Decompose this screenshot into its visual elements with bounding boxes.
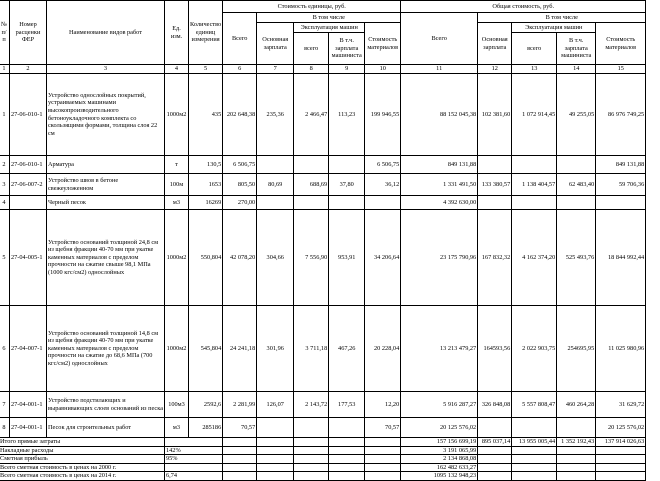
header-in-that-2: В том числе [478, 13, 646, 23]
cell-c15 [596, 196, 646, 210]
cell-name: Устройство однослойных покрытий, устраиваемых машинами высокопроизводительного бетоноукладочного комплекта со скользящими формами, толщина слоя 22 см [47, 74, 165, 156]
cell-c8: 2 143,72 [294, 392, 329, 418]
column-number-row [0, 65, 646, 74]
cell-c6: 42 078,20 [223, 210, 257, 306]
summary-row [0, 455, 646, 464]
summary-empty-cell [365, 455, 401, 464]
cell-c9 [329, 418, 365, 438]
cell-fer: 27-04-001-1 [10, 418, 47, 438]
summary-c12 [478, 446, 512, 455]
summary-rate: 142% [165, 446, 223, 455]
summary-c13: 13 955 005,44 [512, 438, 557, 447]
cell-c15: 18 844 992,44 [596, 210, 646, 306]
col-number: 1 [0, 65, 10, 74]
summary-rate: 95% [165, 455, 223, 464]
col-number: 9 [329, 65, 365, 74]
cell-c13 [512, 418, 557, 438]
cell-c13: 2 022 903,75 [512, 306, 557, 392]
cell-c9: 467,26 [329, 306, 365, 392]
table-body [0, 74, 646, 438]
cell-fer [10, 196, 47, 210]
col-number: 6 [223, 65, 257, 74]
cell-name: Песок для строительных работ [47, 418, 165, 438]
cell-qty: 545,804 [189, 306, 223, 392]
summary-empty-cell [294, 455, 329, 464]
col-number: 4 [165, 65, 189, 74]
header-unit: Ед. изм. [165, 1, 189, 65]
cell-c12 [478, 156, 512, 174]
col-number: 13 [512, 65, 557, 74]
summary-c12 [478, 463, 512, 472]
summary-label: Итого прямые затраты [0, 438, 165, 447]
header-fer: Номер расценки ФЕР [10, 1, 47, 65]
table-header [0, 1, 646, 74]
cell-c11: 5 916 287,27 [401, 392, 478, 418]
summary-c13 [512, 472, 557, 481]
cell-qty: 285186 [189, 418, 223, 438]
cell-fer: 27-06-010-1 [10, 74, 47, 156]
cell-c9: 113,23 [329, 74, 365, 156]
cell-c11: 88 152 045,38 [401, 74, 478, 156]
cell-name: Устройство оснований толщиной 24,8 см из щебня фракции 40-70 мм при укатке каменных материалов с пределом прочности на сжатие свыше 98,1 МПа (1000 кгс/см2) однослойных [47, 210, 165, 306]
cell-c6: 24 241,18 [223, 306, 257, 392]
cell-no: 3 [0, 174, 10, 196]
cell-fer: 27-06-007-2 [10, 174, 47, 196]
summary-empty-cell [223, 438, 257, 447]
cell-c12: 326 848,08 [478, 392, 512, 418]
cell-c15: 20 125 576,02 [596, 418, 646, 438]
cell-c10: 12,20 [365, 392, 401, 418]
summary-c14 [557, 472, 596, 481]
col-number: 8 [294, 65, 329, 74]
cell-c8: 2 466,47 [294, 74, 329, 156]
summary-empty-cell [223, 463, 257, 472]
cell-no: 5 [0, 210, 10, 306]
table-row [0, 74, 646, 156]
header-machine-total-2: всего [512, 33, 557, 65]
col-number: 12 [478, 65, 512, 74]
summary-empty-cell [365, 438, 401, 447]
header-no: № п/п [0, 1, 10, 65]
cell-c12 [478, 418, 512, 438]
cell-c12: 102 381,60 [478, 74, 512, 156]
cell-fer: 27-04-007-1 [10, 306, 47, 392]
cell-c14: 525 493,76 [557, 210, 596, 306]
cell-c6: 202 648,38 [223, 74, 257, 156]
summary-c11: 2 134 868,08 [401, 455, 478, 464]
cell-c10: 6 506,75 [365, 156, 401, 174]
cell-c6: 6 506,75 [223, 156, 257, 174]
cell-c15: 31 629,72 [596, 392, 646, 418]
cell-c11: 4 392 630,00 [401, 196, 478, 210]
cell-c6: 70,57 [223, 418, 257, 438]
cell-unit: 1000м2 [165, 210, 189, 306]
cell-qty: 550,804 [189, 210, 223, 306]
cell-unit: м3 [165, 418, 189, 438]
summary-c14 [557, 463, 596, 472]
cell-name: Черный песок [47, 196, 165, 210]
cell-c10 [365, 196, 401, 210]
summary-rate: 6,74 [165, 472, 223, 481]
summary-row [0, 463, 646, 472]
cell-c12: 167 832,32 [478, 210, 512, 306]
cell-unit: 100м3 [165, 392, 189, 418]
summary-c15 [596, 463, 646, 472]
cell-c8 [294, 156, 329, 174]
cell-c7 [257, 196, 294, 210]
header-name: Наименование видов работ [47, 1, 165, 65]
header-unit-total: Всего [223, 13, 257, 65]
header-machine-wage-2: В т.ч. зарплата машиниста [557, 33, 596, 65]
cell-no: 6 [0, 306, 10, 392]
cell-unit: 1000м2 [165, 74, 189, 156]
cell-name: Устройство подстилающих и выравнивающих слоев оснований из песка [47, 392, 165, 418]
header-basic-wage-2: Основная зарплата [478, 23, 512, 65]
summary-c11: 1095 132 948,23 [401, 472, 478, 481]
cell-c15: 849 131,88 [596, 156, 646, 174]
cell-c8: 3 711,18 [294, 306, 329, 392]
summary-row [0, 472, 646, 481]
summary-empty-cell [294, 472, 329, 481]
summary-c14 [557, 455, 596, 464]
cell-c9 [329, 196, 365, 210]
summary-empty-cell [257, 472, 294, 481]
header-qty: Количество единиц измерения [189, 1, 223, 65]
cell-qty: 2592,6 [189, 392, 223, 418]
col-number: 2 [10, 65, 47, 74]
summary-empty-cell [365, 463, 401, 472]
summary-c15 [596, 455, 646, 464]
cell-c9: 177,53 [329, 392, 365, 418]
cell-name: Устройство швов в бетоне свежеуложенном [47, 174, 165, 196]
summary-c13 [512, 446, 557, 455]
cell-c13: 5 557 808,47 [512, 392, 557, 418]
cell-c8: 7 556,90 [294, 210, 329, 306]
cell-c9: 953,91 [329, 210, 365, 306]
summary-label: Сметная прибыль [0, 455, 165, 464]
summary-c15 [596, 446, 646, 455]
cell-c7 [257, 156, 294, 174]
summary-c12 [478, 455, 512, 464]
summary-c11: 157 156 699,19 [401, 438, 478, 447]
cell-qty: 435 [189, 74, 223, 156]
cell-c7: 126,07 [257, 392, 294, 418]
cell-c12 [478, 196, 512, 210]
summary-empty-cell [257, 446, 294, 455]
cell-c14 [557, 196, 596, 210]
cell-c12: 133 380,57 [478, 174, 512, 196]
cell-qty: 1653 [189, 174, 223, 196]
summary-empty-cell [365, 446, 401, 455]
col-number: 5 [189, 65, 223, 74]
cell-c11: 849 131,88 [401, 156, 478, 174]
cell-c11: 13 213 479,27 [401, 306, 478, 392]
cell-no: 2 [0, 156, 10, 174]
summary-empty-cell [294, 446, 329, 455]
col-number: 14 [557, 65, 596, 74]
col-number: 3 [47, 65, 165, 74]
cell-c13 [512, 156, 557, 174]
cell-c13: 4 162 374,20 [512, 210, 557, 306]
cell-c13: 1 138 404,57 [512, 174, 557, 196]
table-row [0, 156, 646, 174]
summary-empty-cell [329, 446, 365, 455]
header-unit-cost: Стоимость единицы, руб. [223, 1, 401, 13]
col-number: 7 [257, 65, 294, 74]
table-row [0, 174, 646, 196]
cell-c6: 270,00 [223, 196, 257, 210]
cell-c9 [329, 156, 365, 174]
summary-empty-cell [329, 438, 365, 447]
summary-label: Всего сметная стоимость в ценах на 2000 г. [0, 463, 165, 472]
cell-c13: 1 072 914,45 [512, 74, 557, 156]
header-total-cost: Общая стоимость, руб. [401, 1, 646, 13]
summary-c11: 3 191 065,99 [401, 446, 478, 455]
summary-section [0, 438, 646, 481]
cell-unit: 100м [165, 174, 189, 196]
summary-row [0, 438, 646, 447]
summary-label: Всего сметная стоимость в ценах на 2014 г. [0, 472, 165, 481]
cell-c6: 2 281,99 [223, 392, 257, 418]
header-machine-total: всего [294, 33, 329, 65]
table-row [0, 210, 646, 306]
summary-empty-cell [294, 438, 329, 447]
cell-fer: 27-04-005-1 [10, 210, 47, 306]
cell-unit: м3 [165, 196, 189, 210]
cell-qty: 130,5 [189, 156, 223, 174]
cell-name: Устройство оснований толщиной 14,8 см из щебня фракции 40-70 мм при укатке каменных материалов с пределом прочности на сжатие до 68,6 МПа (700 кгс/см2) однослойных [47, 306, 165, 392]
header-machine-op: Эксплуатация машин [294, 23, 365, 33]
cell-c14: 460 264,28 [557, 392, 596, 418]
header-materials-2: Стоимость материалов [596, 23, 646, 65]
cell-c10: 199 946,55 [365, 74, 401, 156]
summary-empty-cell [257, 438, 294, 447]
header-basic-wage: Основная зарплата [257, 23, 294, 65]
table-row [0, 418, 646, 438]
summary-empty-cell [329, 472, 365, 481]
cell-c15: 11 025 980,96 [596, 306, 646, 392]
summary-empty-cell [223, 446, 257, 455]
summary-c15 [596, 472, 646, 481]
header-machine-wage: В т.ч. зарплата машиниста [329, 33, 365, 65]
summary-empty-cell [294, 463, 329, 472]
cell-c7 [257, 418, 294, 438]
cell-c9: 37,80 [329, 174, 365, 196]
summary-empty-cell [223, 455, 257, 464]
cell-c11: 1 331 491,50 [401, 174, 478, 196]
summary-row [0, 446, 646, 455]
summary-rate [165, 438, 223, 447]
cell-c10: 34 206,64 [365, 210, 401, 306]
cell-no: 4 [0, 196, 10, 210]
cell-c11: 20 125 576,02 [401, 418, 478, 438]
cell-c10: 20 228,04 [365, 306, 401, 392]
col-number: 11 [401, 65, 478, 74]
cell-c7: 235,36 [257, 74, 294, 156]
summary-empty-cell [365, 472, 401, 481]
header-in-that: В том числе [257, 13, 401, 23]
cell-c7: 80,69 [257, 174, 294, 196]
summary-c12 [478, 472, 512, 481]
summary-empty-cell [257, 463, 294, 472]
cell-name: Арматура [47, 156, 165, 174]
cell-c15: 86 976 749,25 [596, 74, 646, 156]
summary-label: Накладные расходы [0, 446, 165, 455]
cell-fer: 27-04-001-1 [10, 392, 47, 418]
table-row [0, 196, 646, 210]
summary-c13 [512, 463, 557, 472]
cell-no: 1 [0, 74, 10, 156]
header-materials: Стоимость материалов [365, 23, 401, 65]
cell-c14 [557, 418, 596, 438]
cell-c10: 36,12 [365, 174, 401, 196]
col-number: 15 [596, 65, 646, 74]
cell-c8 [294, 196, 329, 210]
header-machine-op-2: Эксплуатация машин [512, 23, 596, 33]
cell-c15: 59 706,36 [596, 174, 646, 196]
summary-c11: 162 482 633,27 [401, 463, 478, 472]
cell-c7: 304,66 [257, 210, 294, 306]
table-row [0, 306, 646, 392]
summary-c15: 137 914 026,63 [596, 438, 646, 447]
col-number: 10 [365, 65, 401, 74]
summary-empty-cell [329, 463, 365, 472]
cell-c12: 164593,56 [478, 306, 512, 392]
cell-unit: 1000м2 [165, 306, 189, 392]
summary-empty-cell [257, 455, 294, 464]
cell-c6: 805,50 [223, 174, 257, 196]
summary-rate [165, 463, 223, 472]
cell-no: 7 [0, 392, 10, 418]
cell-no: 8 [0, 418, 10, 438]
header-total-total: Всего [401, 13, 478, 65]
cell-c10: 70,57 [365, 418, 401, 438]
summary-c13 [512, 455, 557, 464]
cell-c14: 62 483,40 [557, 174, 596, 196]
summary-empty-cell [223, 472, 257, 481]
cell-c11: 23 175 790,96 [401, 210, 478, 306]
cell-fer: 27-06-010-1 [10, 156, 47, 174]
cell-c13 [512, 196, 557, 210]
cell-unit: т [165, 156, 189, 174]
cell-c14 [557, 156, 596, 174]
summary-c14: 1 352 192,43 [557, 438, 596, 447]
cell-c14: 49 255,05 [557, 74, 596, 156]
cell-qty: 16269 [189, 196, 223, 210]
summary-empty-cell [329, 455, 365, 464]
cell-c8: 688,69 [294, 174, 329, 196]
table-row [0, 392, 646, 418]
cell-c14: 254695,95 [557, 306, 596, 392]
cell-c7: 301,96 [257, 306, 294, 392]
summary-c12: 895 037,14 [478, 438, 512, 447]
summary-c14 [557, 446, 596, 455]
cell-c8 [294, 418, 329, 438]
